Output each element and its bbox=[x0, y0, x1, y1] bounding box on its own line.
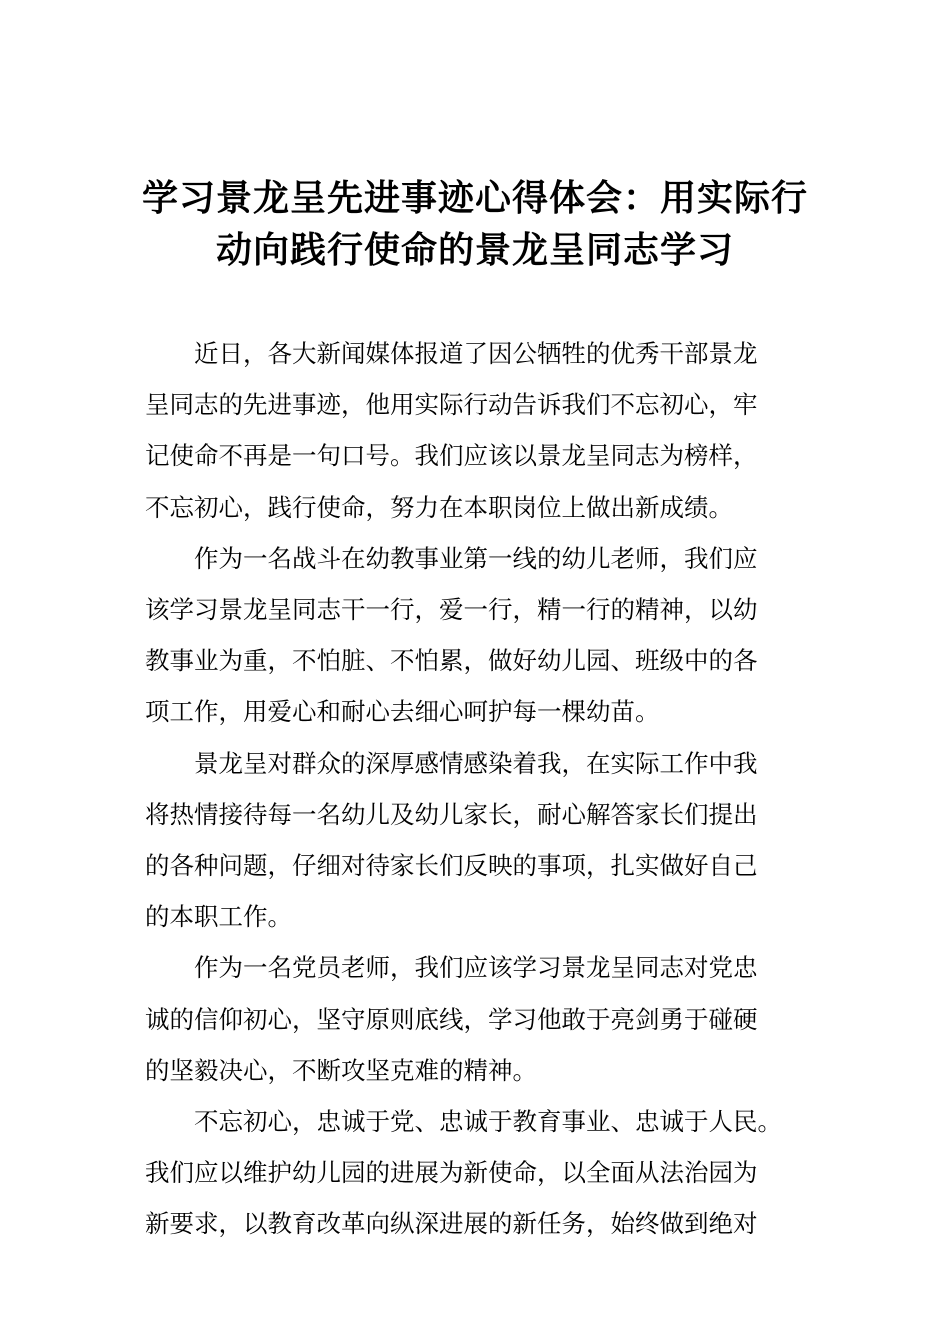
title-line: 动向践行使命的景龙呈同志学习 bbox=[215, 230, 734, 271]
text-line: 项工作，用爱心和耐心去细心呵护每一棵幼苗。 bbox=[145, 697, 660, 727]
text-line: 呈同志的先进事迹，他用实际行动告诉我们不忘初心，牢 bbox=[145, 390, 758, 420]
document-body bbox=[145, 328, 810, 1250]
text-line: 的坚毅决心，不断攻坚克难的精神。 bbox=[145, 1055, 537, 1085]
text-line: 作为一名党员老师，我们应该学习景龙呈同志对党忠 bbox=[194, 953, 758, 983]
text-line: 新要求，以教育改革向纵深进展的新任务，始终做到绝对 bbox=[145, 1209, 758, 1239]
document-title bbox=[120, 173, 830, 277]
paragraph-5 bbox=[145, 1096, 810, 1250]
text-line: 的本职工作。 bbox=[145, 902, 292, 932]
paragraph-1 bbox=[145, 328, 810, 533]
text-line: 近日，各大新闻媒体报道了因公牺牲的优秀干部景龙 bbox=[194, 339, 758, 368]
text-line: 教事业为重，不怕脏、不怕累，做好幼儿园、班级中的各 bbox=[145, 646, 758, 676]
text-line: 的各种问题，仔细对待家长们反映的事项，扎实做好自己 bbox=[145, 851, 758, 881]
text-line: 作为一名战斗在幼教事业第一线的幼儿老师，我们应 bbox=[194, 543, 758, 573]
paragraph-2 bbox=[145, 533, 810, 738]
paragraph-4 bbox=[145, 942, 810, 1096]
paragraph-3 bbox=[145, 738, 810, 943]
text-line: 我们应以维护幼儿园的进展为新使命，以全面从法治园为 bbox=[145, 1158, 758, 1188]
text-line: 诚的信仰初心，坚守原则底线，学习他敢于亮剑勇于碰硬 bbox=[145, 1004, 758, 1034]
text-line: 不忘初心，践行使命，努力在本职岗位上做出新成绩。 bbox=[145, 492, 733, 522]
title-line: 学习景龙呈先进事迹心得体会：用实际行 bbox=[141, 178, 808, 219]
text-line: 记使命不再是一句口号。我们应该以景龙呈同志为榜样， bbox=[145, 441, 758, 471]
text-line: 该学习景龙呈同志干一行，爱一行，精一行的精神，以幼 bbox=[145, 595, 758, 625]
text-line: 不忘初心，忠诚于党、忠诚于教育事业、忠诚于人民。 bbox=[194, 1107, 782, 1137]
text-line: 景龙呈对群众的深厚感情感染着我，在实际工作中我 bbox=[194, 748, 758, 778]
text-line: 将热情接待每一名幼儿及幼儿家长，耐心解答家长们提出 bbox=[145, 799, 758, 829]
